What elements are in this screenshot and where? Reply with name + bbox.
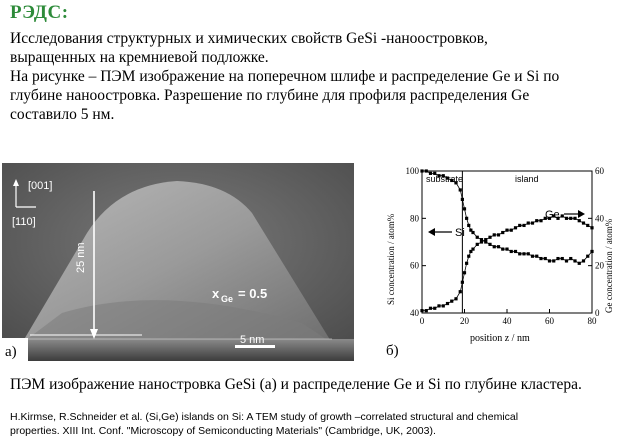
ge-data-point [467,255,470,258]
left-axis-label: Si concentration / atom% [386,213,396,305]
reference [10,410,620,438]
profile-graph [382,163,618,361]
ge-data-point [535,219,538,222]
ge-data-point [471,248,474,251]
ge-data-point [531,221,534,224]
ge-series-label: Ge [545,209,560,221]
x-tick-label: 60 [545,316,554,326]
left-tick-label: 40 [410,308,419,318]
ge-data-point [527,221,530,224]
ge-data-point [510,229,513,232]
ge-data-point [425,309,428,312]
intro-line-4: глубине наноостровка. Разрешение по глубине для профиля распределения Ge [10,87,530,104]
si-data-point [510,250,513,253]
panel-label-b: б) [386,343,399,359]
si-data-point [544,257,547,260]
x-tick-label: 0 [419,316,425,326]
si-arrow-icon [428,228,435,236]
si-data-point [425,169,428,172]
ge-data-point [429,307,432,310]
si-data-point [569,257,572,260]
composition-value: = 0.5 [238,286,268,301]
ge-data-point [505,229,508,232]
ge-data-point [461,281,464,284]
tem-image [2,163,354,361]
reference-line-2: properties. XIII Int. Conf. "Microscopy of Semiconducting Materials" (Cambridge, UK, 2003). [10,425,436,437]
ge-arrow-icon [578,210,585,218]
x-tick-label: 80 [587,316,597,326]
plot-frame [422,171,592,313]
ge-data-point [590,226,593,229]
slide-title: РЭДС: [10,2,69,23]
ge-data-point [586,224,589,227]
si-data-point [552,259,555,262]
ge-data-point [522,224,525,227]
panel-label-a: а) [5,344,17,360]
ge-data-point [459,290,462,293]
si-data-point [476,236,479,239]
left-tick-label: 100 [405,166,419,176]
ge-data-point [569,217,572,220]
intro-paragraph [10,29,620,124]
si-data-point [539,257,542,260]
si-data-point [535,255,538,258]
intro-line-1: Исследования структурных и химических свойств GeSi -наноостровков, [10,30,488,47]
si-data-point [467,224,470,227]
x-tick-label: 40 [502,316,512,326]
ge-data-point [463,271,466,274]
si-data-point [573,259,576,262]
substrate-region [2,339,354,361]
si-data-point [465,217,468,220]
ge-data-point [476,243,479,246]
x-tick-label: 20 [460,316,469,326]
ge-data-point [454,297,457,300]
ge-data-point [437,304,440,307]
ge-data-point [420,309,423,312]
region-island-label: island [515,174,539,184]
composition-sub: Ge [221,294,234,304]
si-data-point [420,169,423,172]
ge-data-point [480,240,483,243]
si-data-point [514,250,517,253]
right-tick-label: 20 [595,260,604,271]
si-data-point [565,259,568,262]
si-data-point [471,231,474,234]
si-data-point [556,257,559,260]
ge-data-point [514,226,517,229]
height-label: 25 nm [75,242,87,273]
x-axis-label: position z / nm [470,333,530,344]
tem-image-svg [2,163,354,361]
si-data-point [548,259,551,262]
ge-data-point [539,219,542,222]
si-data-point [586,255,589,258]
figure-caption: ПЭМ изображение наностровка GeSi (а) и распределение Ge и Si по глубине кластера. [10,376,582,393]
si-data-point [522,252,525,255]
ge-data-point [518,224,521,227]
si-data-point [463,207,466,210]
ge-data-point [497,233,500,236]
ge-data-point [450,300,453,303]
si-data-point [518,252,521,255]
ge-data-point [561,214,564,217]
left-tick-label: 80 [410,213,419,224]
si-data-point [493,245,496,248]
left-tick-label: 60 [410,260,419,271]
si-data-point [505,248,508,251]
si-data-point [501,248,504,251]
intro-line-3: На рисунке – ПЭМ изображение на поперечном шлифе и распределение Ge и Si по [10,68,560,85]
direction-110-label: [110] [12,216,36,228]
reference-line-1: H.Kirmse, R.Schneider et al. (Si,Ge) islands on Si: A TEM study of growth –correlated structural and chemical [10,411,519,423]
ge-data-point [484,238,487,241]
ge-data-point [433,307,436,310]
direction-001-label: [001] [28,180,53,192]
ge-data-point [442,304,445,307]
right-tick-label: 40 [595,213,604,224]
si-data-point [459,188,462,191]
ge-data-point [488,236,491,239]
si-series-label: Si [455,227,465,239]
si-data-point [497,245,500,248]
scale-label: 5 nm [240,334,265,346]
ge-data-point [578,219,581,222]
si-data-point [561,257,564,260]
intro-line-5: составило 5 нм. [10,106,115,123]
ge-data-point [582,221,585,224]
ge-data-point [501,231,504,234]
si-data-point [527,252,530,255]
si-data-point [582,259,585,262]
ge-data-point [565,217,568,220]
right-tick-label: 60 [595,166,604,176]
ge-data-point [573,217,576,220]
composition-x: x [212,286,220,301]
intro-line-2: выращенных на кремниевой подложке. [10,49,269,66]
si-data-point [578,262,581,265]
right-tick-label: 0 [595,308,600,318]
si-data-point [531,255,534,258]
ge-data-point [493,233,496,236]
ge-data-point [446,302,449,305]
region-substrate-label: substrate [426,174,464,184]
si-data-point [488,243,491,246]
si-data-point [590,250,593,253]
ge-data-point [465,262,468,265]
si-data-point [461,198,464,201]
right-axis-label: Ge concentration / atom% [604,218,614,313]
profile-chart-svg [382,163,618,361]
